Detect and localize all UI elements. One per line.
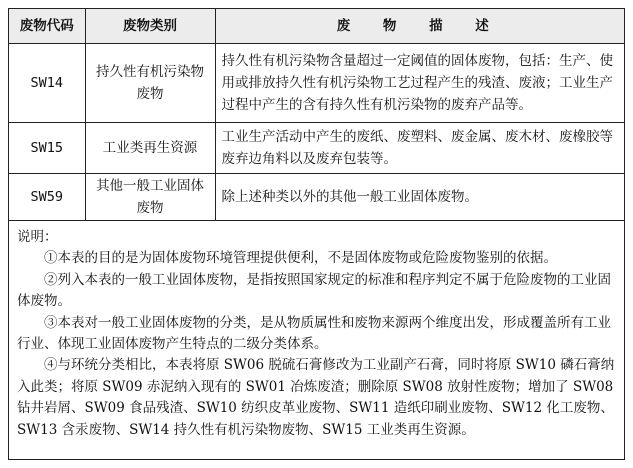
waste-category-table: [9, 9, 624, 221]
table-row: [9, 123, 624, 174]
waste-code-cell: SW14: [9, 44, 85, 123]
waste-category-cell: 其他一般工业固体废物: [85, 174, 215, 221]
table-row: [9, 174, 624, 221]
waste-category-cell: 工业类再生资源: [85, 123, 215, 174]
notes-title: 说明：: [17, 229, 58, 245]
waste-description-cell: 工业生产活动中产生的废纸、废塑料、废金属、废木材、废橡胶等废弃边角料以及废弃包装等。: [215, 123, 624, 174]
notes-section: [9, 221, 624, 441]
waste-code-cell: SW59: [9, 174, 85, 221]
waste-category-cell: 持久性有机污染物废物: [85, 44, 215, 123]
note-item-4: ④与环统分类相比，本表将原 SW06 脱硫石膏修改为工业副产石膏，同时将原 SW10 磷石膏纳入此类；将原 SW09 赤泥纳入现有的 SW01 冶炼废渣；删除原 SW08 放射性废物；增加了 SW08 钻井岩屑、SW09 食品残渣、SW10 纺织皮革业废物、SW11 造纸印刷业废物、SW12 化工废物、SW13 含汞废物、SW14 持久性有机污染物废物、SW15 工业类再生资源。: [17, 357, 615, 438]
document-frame: [8, 8, 625, 460]
note-item-2: ②列入本表的一般工业固体废物，是指按照国家规定的标准和程序判定不属于危险废物的工业固体废物。: [17, 271, 611, 310]
table-row: [9, 44, 624, 123]
header-waste-code: 废物代码: [9, 9, 85, 44]
waste-code-cell: SW15: [9, 123, 85, 174]
table-header-row: [9, 9, 624, 44]
waste-description-cell: 除上述种类以外的其他一般工业固体废物。: [215, 174, 624, 221]
header-waste-category: 废物类别: [85, 9, 215, 44]
note-item-1: ①本表的目的是为固体废物环境管理提供便利，不是固体废物或危险废物鉴别的依据。: [44, 250, 557, 267]
header-waste-description: 废 物 描 述: [215, 9, 624, 44]
note-item-3: ③本表对一般工业固体废物的分类，是从物质属性和废物来源两个维度出发，形成覆盖所有工业行业、体现工业固体废物产生特点的二级分类体系。: [17, 314, 611, 353]
waste-description-cell: 持久性有机污染物含量超过一定阈值的固体废物，包括：生产、使用或排放持久性有机污染物工艺过程产生的残渣、废液；工业生产过程中产生的含有持久性有机污染物的废弃产品等。: [215, 44, 624, 123]
